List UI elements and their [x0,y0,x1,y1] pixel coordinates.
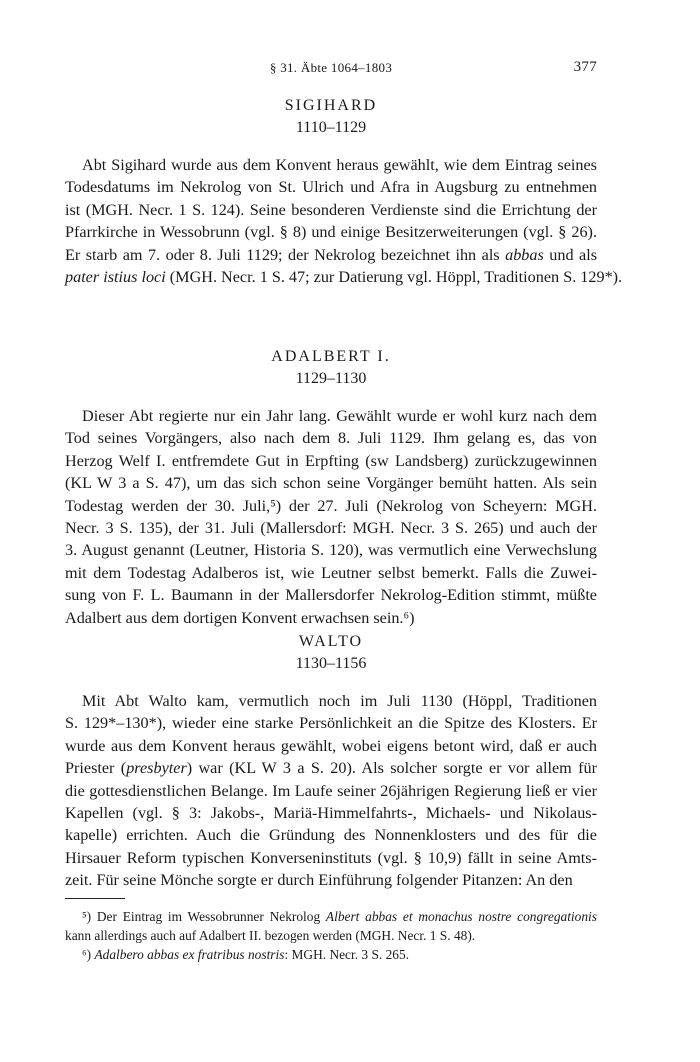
text-line: Kapellen (vgl. § 3: Jakobs-, Mariä-Himmelfahrts-, Michaels- und Nikolaus- [65,804,597,823]
text-line: kann allerdings auch auf Adalbert II. bezogen werden (MGH. Necr. 1 S. 48). [65,928,476,943]
text-line: Hirsauer Reform typischen Konverseninstituts (vgl. § 10,9) fällt in seine Amts- [65,848,597,867]
abbot-name: SIGIHARD [284,97,378,114]
text-line: Pfarrkirche in Wessobrunn (vgl. § 8) und einige Besitzerweiterungen (vgl. § 26). [65,223,597,242]
footnotes [65,907,597,964]
text-line: Dieser Abt regierte nur ein Jahr lang. Gewählt wurde er wohl kurz nach dem [82,407,597,425]
text-line: Todesdatums im Nekrolog von St. Ulrich und Afra in Augsburg zu entnehmen [65,178,597,197]
footnote [65,945,597,964]
text-line: Necr. 3 S. 135), der 31. Juli (Mallersdorf: MGH. Necr. 3 S. 265) und auch der [65,519,597,538]
text-line: Mit Abt Walto kam, vermutlich noch im Juli 1130 (Höppl, Traditionen [82,692,597,710]
text-line: sung von F. L. Baumann in der Mallersdorfer Nekrolog-Edition stimmt, müßte [65,586,597,605]
paragraph [65,405,597,629]
abbot-name: WALTO [298,633,364,650]
section-walto [65,631,597,892]
abbot-years: 1130–1156 [295,655,367,672]
paragraph [65,690,597,892]
text-line: Abt Sigihard wurde aus dem Konvent heraus gewählt, wie dem Eintrag seines [82,156,597,174]
running-head [65,59,597,79]
text-line: ist (MGH. Necr. 1 S. 124). Seine besonderen Verdienste sind die Errichtung der [65,200,597,219]
text-line: ⁶) Adalbero abbas ex fratribus nostris: MGH. Necr. 3 S. 265. [82,947,410,962]
text-line: wurde aus dem Konvent heraus gewählt, wobei eigens betont wird, daß er auch [65,736,597,755]
text-line: Herzog Welf I. entfremdete Gut in Erpfting (sw Landsberg) zurückzugewinnen [65,451,597,470]
text-line: (KL W 3 a S. 47), um das sich schon seine Vorgänger bemüht hatten. Als sein [65,474,597,493]
footnote-rule [65,898,125,899]
abbot-years: 1129–1130 [295,370,367,387]
text-line: Adalbert aus dem dortigen Konvent erwachsen sein.⁶) [65,608,415,627]
text-line: Priester (presbyter) war (KL W 3 a S. 20). Als solcher sorgte er vor allem für [65,759,597,778]
page-number: 377 [573,59,597,75]
text-line: zeit. Für seine Mönche sorgte er durch Einführung folgender Pitanzen: An den [65,871,573,890]
abbot-name: ADALBERT I. [271,348,391,365]
text-line: Tod seines Vorgängers, also nach dem 8. Juli 1129. Ihm gelang es, das von [65,429,597,448]
section-adalbert-i [65,346,597,629]
running-title: § 31. Äbte 1064–1803 [269,60,393,75]
text-line: kapelle) errichten. Auch die Gründung des Nonnenklosters und des für die [65,826,597,845]
text-line: 3. August genannt (Leutner, Historia S. 120), was vermutlich eine Verwechslung [65,541,597,560]
paragraph [65,154,623,288]
text-line: ⁵) Der Eintrag im Wessobrunner Nekrolog Albert abbas et monachus nostre congregationis [82,909,597,924]
footnote [65,907,597,945]
text-line: die gottesdienstlichen Belange. Im Laufe seiner 26jährigen Regierung ließ er vier [65,781,597,800]
text-line: Er starb am 7. oder 8. Juli 1129; der Nekrolog bezeichnet ihn als abbas und als [65,245,597,264]
abbot-years: 1110–1129 [295,119,367,136]
text-line: S. 129*–130*), wieder eine starke Persönlichkeit an die Spitze des Klosters. Er [65,714,597,733]
section-sigihard [65,95,623,288]
text-line: mit dem Todestag Adalberos ist, wie Leutner selbst bemerkt. Falls die Zuwei- [65,563,597,582]
text-line: Todestag werden der 30. Juli,⁵) der 27. Juli (Nekrolog von Scheyern: MGH. [65,496,597,515]
text-line: pater istius loci (MGH. Necr. 1 S. 47; zur Datierung vgl. Höppl, Traditionen S. 129*). [65,268,623,287]
